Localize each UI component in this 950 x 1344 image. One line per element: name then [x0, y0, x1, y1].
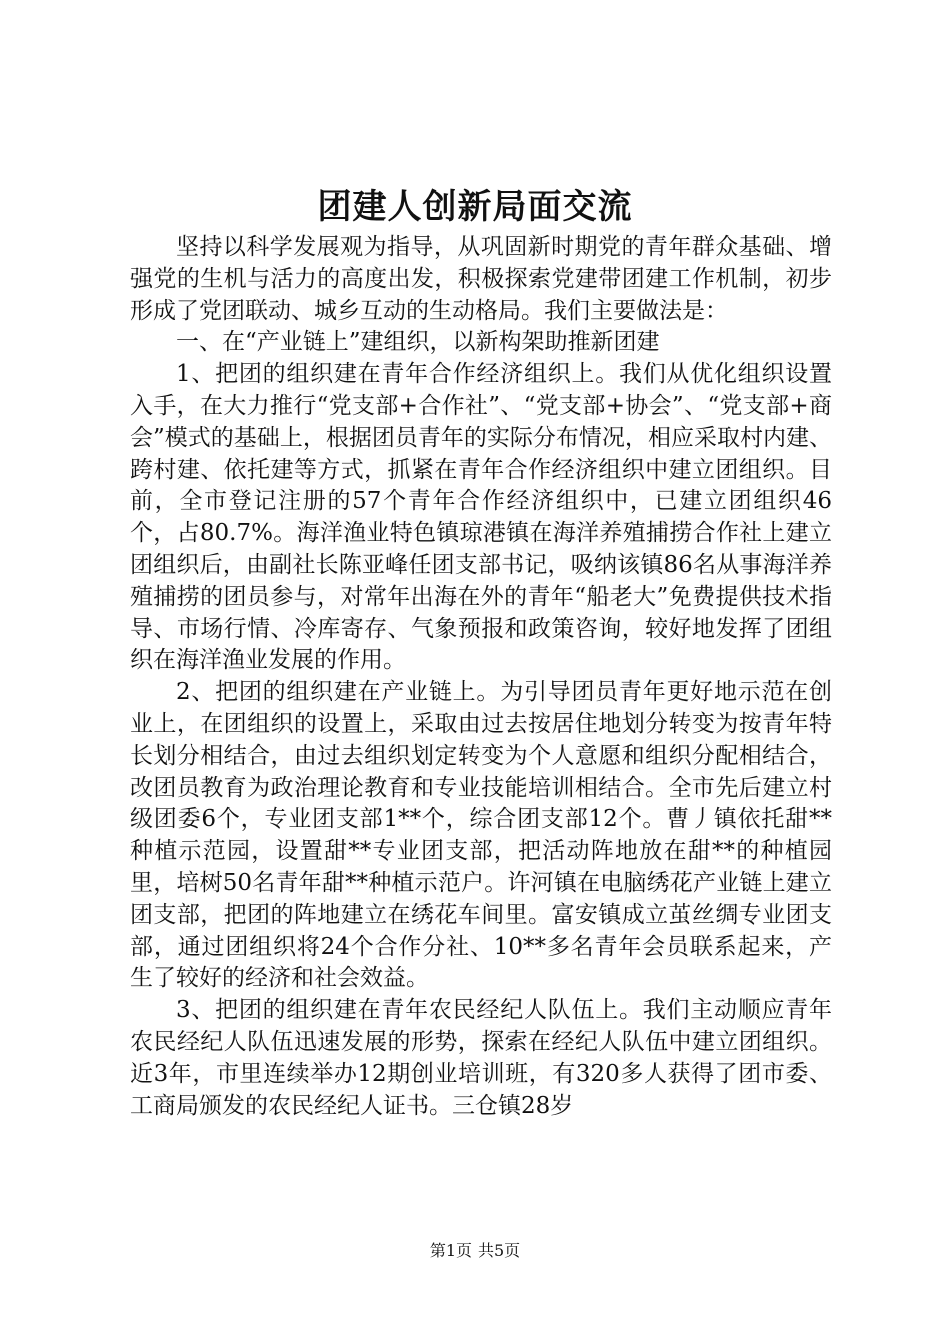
- page-footer: [0, 1239, 950, 1263]
- body-paragraph: 3、把团的组织建在青年农民经纪人队伍上。我们主动顺应青年农民经纪人队伍迅速发展的形势，探索在经纪人队伍中建立团组织。近3年，市里连续举办12期创业培训班，有320多人获得了团市委、工商局颁发的农民经纪人证书。三仓镇28岁: [130, 997, 832, 1119]
- document-body: [130, 232, 832, 1122]
- page-total: 共5页: [478, 1241, 521, 1260]
- section-heading: 一、在“产业链上”建组织，以新构架助推新团建: [176, 329, 660, 356]
- intro-paragraph: 坚持以科学发展观为指导，从巩固新时期党的青年群众基础、增强党的生机与活力的高度出发，积极探索党建带团建工作机制，初步形成了党团联动、城乡互动的生动格局。我们主要做法是：: [130, 234, 832, 324]
- body-paragraph: 1、把团的组织建在青年合作经济组织上。我们从优化组织设置入手，在大力推行“党支部+合作社”、“党支部+协会”、“党支部+商会”模式的基础上，根据团员青年的实际分布情况，相应采取村内建、跨村建、依托建等方式，抓紧在青年合作经济组织中建立团组织。目前，全市登记注册的57个青年合作经济组织中，已建立团组织46个，占80.7%。海洋渔业特色镇琼港镇在海洋养殖捕捞合作社上建立团组织后，由副社长陈亚峰任团支部书记，吸纳该镇86名从事海洋养殖捕捞的团员参与，对常年出海在外的青年“船老大”免费提供技术指导、市场行情、冷库寄存、气象预报和政策咨询，较好地发挥了团组织在海洋渔业发展的作用。: [130, 361, 832, 674]
- document-title: 团建人创新局面交流: [317, 187, 633, 227]
- page-number: 第1页: [429, 1241, 472, 1260]
- body-paragraph: 2、把团的组织建在产业链上。为引导团员青年更好地示范在创业上，在团组织的设置上，采取由过去按居住地划分转变为按青年特长划分相结合，由过去组织划定转变为个人意愿和组织分配相结合，改团员教育为政治理论教育和专业技能培训相结合。全市先后建立村级团委6个，专业团支部1**个，综合团支部12个。曹丿镇依托甜**种植示范园，设置甜**专业团支部，把活动阵地放在甜**的种植园里，培树50名青年甜**种植示范户。许河镇在电脑绣花产业链上建立团支部，把团的阵地建立在绣花车间里。富安镇成立茧丝绸专业团支部，通过团组织将24个合作分社、10**多名青年会员联系起来，产生了较好的经济和社会效益。: [130, 679, 832, 992]
